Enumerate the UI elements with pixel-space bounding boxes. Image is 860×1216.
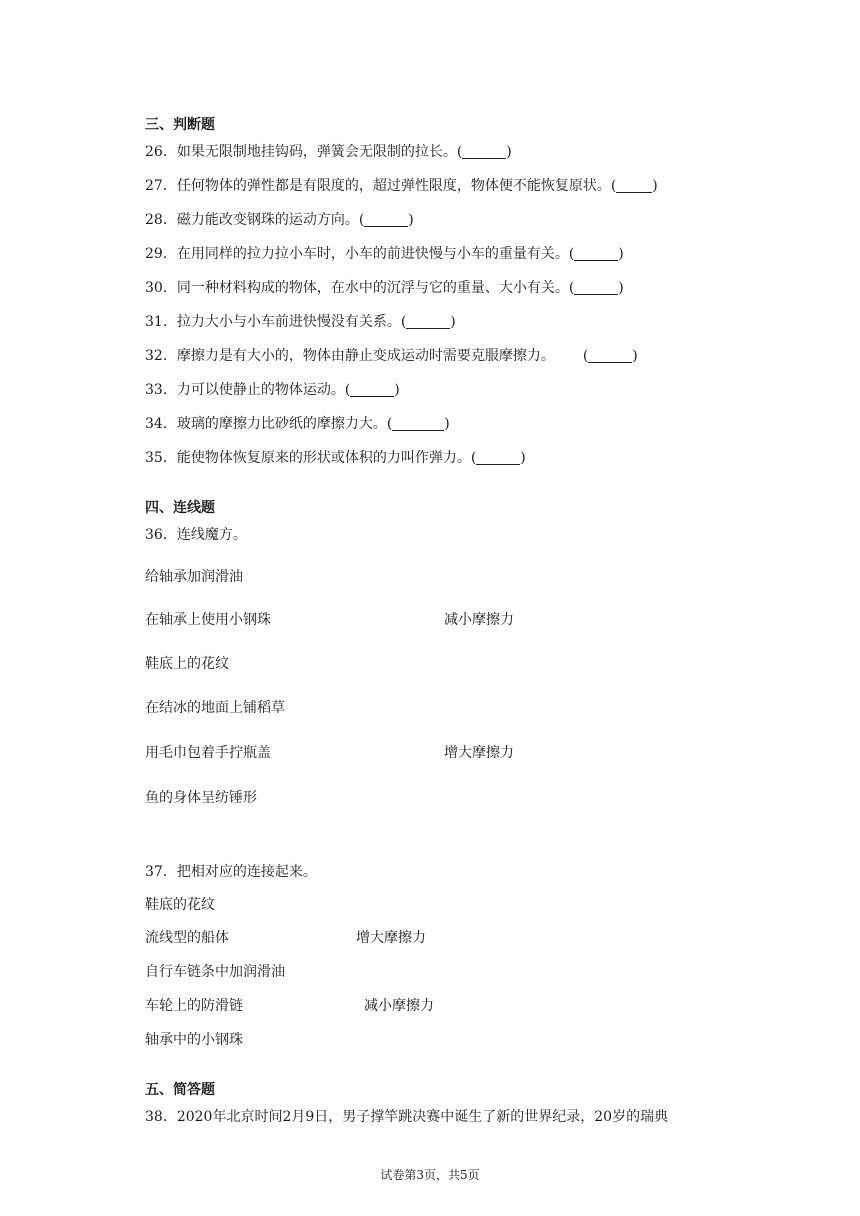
match-left-item[interactable]: 鞋底的花纹 bbox=[145, 897, 215, 913]
question-text: 力可以使静止的物体运动。( bbox=[176, 382, 351, 398]
question-number: 30． bbox=[145, 280, 177, 296]
answer-blank[interactable] bbox=[392, 416, 444, 431]
question-number: 32． bbox=[145, 348, 177, 364]
question-30: 30．同一种材料构成的物体，在水中的沉浮与它的重量、大小有关。( ) bbox=[145, 280, 624, 296]
match-left-item[interactable]: 轴承中的小钢珠 bbox=[145, 1032, 243, 1048]
match-left-item[interactable]: 在结冰的地面上铺稻草 bbox=[145, 700, 285, 716]
match-left-item[interactable]: 鞋底上的花纹 bbox=[145, 656, 229, 672]
question-32: 32．摩擦力是有大小的，物体由静止变成运动时需要克服摩擦力。 ( ) bbox=[145, 348, 638, 364]
match-left-item[interactable]: 鱼的身体呈纺锤形 bbox=[145, 790, 257, 806]
question-number: 35． bbox=[145, 450, 177, 466]
question-text: 玻璃的摩擦力比砂纸的摩擦力大。( bbox=[176, 416, 393, 432]
question-number: 27． bbox=[145, 178, 177, 194]
question-text: 在用同样的拉力拉小车时，小车的前进快慢与小车的重量有关。( bbox=[176, 246, 575, 262]
match-left-item[interactable]: 流线型的船体 bbox=[145, 930, 229, 946]
section-title-short: 五、简答题 bbox=[145, 1082, 215, 1098]
match-left-item[interactable]: 自行车链条中加润滑油 bbox=[145, 964, 285, 980]
match-right-item[interactable]: 减小摩擦力 bbox=[364, 998, 434, 1014]
question-number: 26． bbox=[145, 144, 177, 160]
match-left-item[interactable]: 给轴承加润滑油 bbox=[145, 569, 243, 585]
question-number: 33． bbox=[145, 382, 177, 398]
answer-blank[interactable] bbox=[476, 450, 520, 465]
question-31: 31．拉力大小与小车前进快慢没有关系。( ) bbox=[145, 314, 456, 330]
answer-blank[interactable] bbox=[616, 178, 652, 193]
match-left-item[interactable]: 在轴承上使用小钢珠 bbox=[145, 612, 271, 628]
question-29: 29．在用同样的拉力拉小车时，小车的前进快慢与小车的重量有关。( ) bbox=[145, 246, 624, 262]
match-right-item[interactable]: 增大摩擦力 bbox=[444, 745, 514, 761]
question-number: 29． bbox=[145, 246, 177, 262]
question-36-title: 36．连线魔方。 bbox=[145, 527, 247, 543]
question-38-text: 38．2020年北京时间2月9日，男子撑竿跳决赛中诞生了新的世界纪录，20岁的瑞典 bbox=[145, 1109, 669, 1125]
question-34: 34．玻璃的摩擦力比砂纸的摩擦力大。( ) bbox=[145, 416, 450, 432]
match-left-item[interactable]: 车轮上的防滑链 bbox=[145, 998, 243, 1014]
match-left-item[interactable]: 用毛巾包着手拧瓶盖 bbox=[145, 745, 271, 761]
question-text: 能使物体恢复原来的形状或体积的力叫作弹力。( bbox=[176, 450, 477, 466]
answer-blank[interactable] bbox=[574, 280, 618, 295]
section-title-connect: 四、连线题 bbox=[145, 500, 215, 516]
answer-blank[interactable] bbox=[462, 144, 506, 159]
question-33: 33．力可以使静止的物体运动。( ) bbox=[145, 382, 400, 398]
question-35: 35．能使物体恢复原来的形状或体积的力叫作弹力。( ) bbox=[145, 450, 526, 466]
question-text: 拉力大小与小车前进快慢没有关系。( bbox=[176, 314, 407, 330]
match-right-item[interactable]: 增大摩擦力 bbox=[356, 930, 426, 946]
answer-blank[interactable] bbox=[406, 314, 450, 329]
page-footer: 试卷第3页，共5页 bbox=[380, 1168, 480, 1182]
answer-blank[interactable] bbox=[574, 246, 618, 261]
answer-blank[interactable] bbox=[350, 382, 394, 397]
question-number: 28． bbox=[145, 212, 177, 228]
question-text: 如果无限制地挂钩码，弹簧会无限制的拉长。( bbox=[176, 144, 463, 160]
match-right-item[interactable]: 减小摩擦力 bbox=[444, 612, 514, 628]
question-27: 27．任何物体的弹性都是有限度的，超过弹性限度，物体便不能恢复原状。( ) bbox=[145, 178, 658, 194]
question-37-title: 37．把相对应的连接起来。 bbox=[145, 864, 317, 880]
answer-blank[interactable] bbox=[364, 212, 408, 227]
question-text: 摩擦力是有大小的，物体由静止变成运动时需要克服摩擦力。 bbox=[176, 348, 555, 364]
question-text: 磁力能改变钢珠的运动方向。( bbox=[176, 212, 365, 228]
question-26: 26．如果无限制地挂钩码，弹簧会无限制的拉长。( ) bbox=[145, 144, 512, 160]
answer-blank[interactable] bbox=[588, 348, 632, 363]
question-number: 34． bbox=[145, 416, 177, 432]
question-number: 31． bbox=[145, 314, 177, 330]
question-text: 任何物体的弹性都是有限度的，超过弹性限度，物体便不能恢复原状。( bbox=[176, 178, 617, 194]
question-text: 同一种材料构成的物体，在水中的沉浮与它的重量、大小有关。( bbox=[176, 280, 575, 296]
section-title-judge: 三、判断题 bbox=[145, 117, 215, 133]
question-28: 28．磁力能改变钢珠的运动方向。( ) bbox=[145, 212, 414, 228]
